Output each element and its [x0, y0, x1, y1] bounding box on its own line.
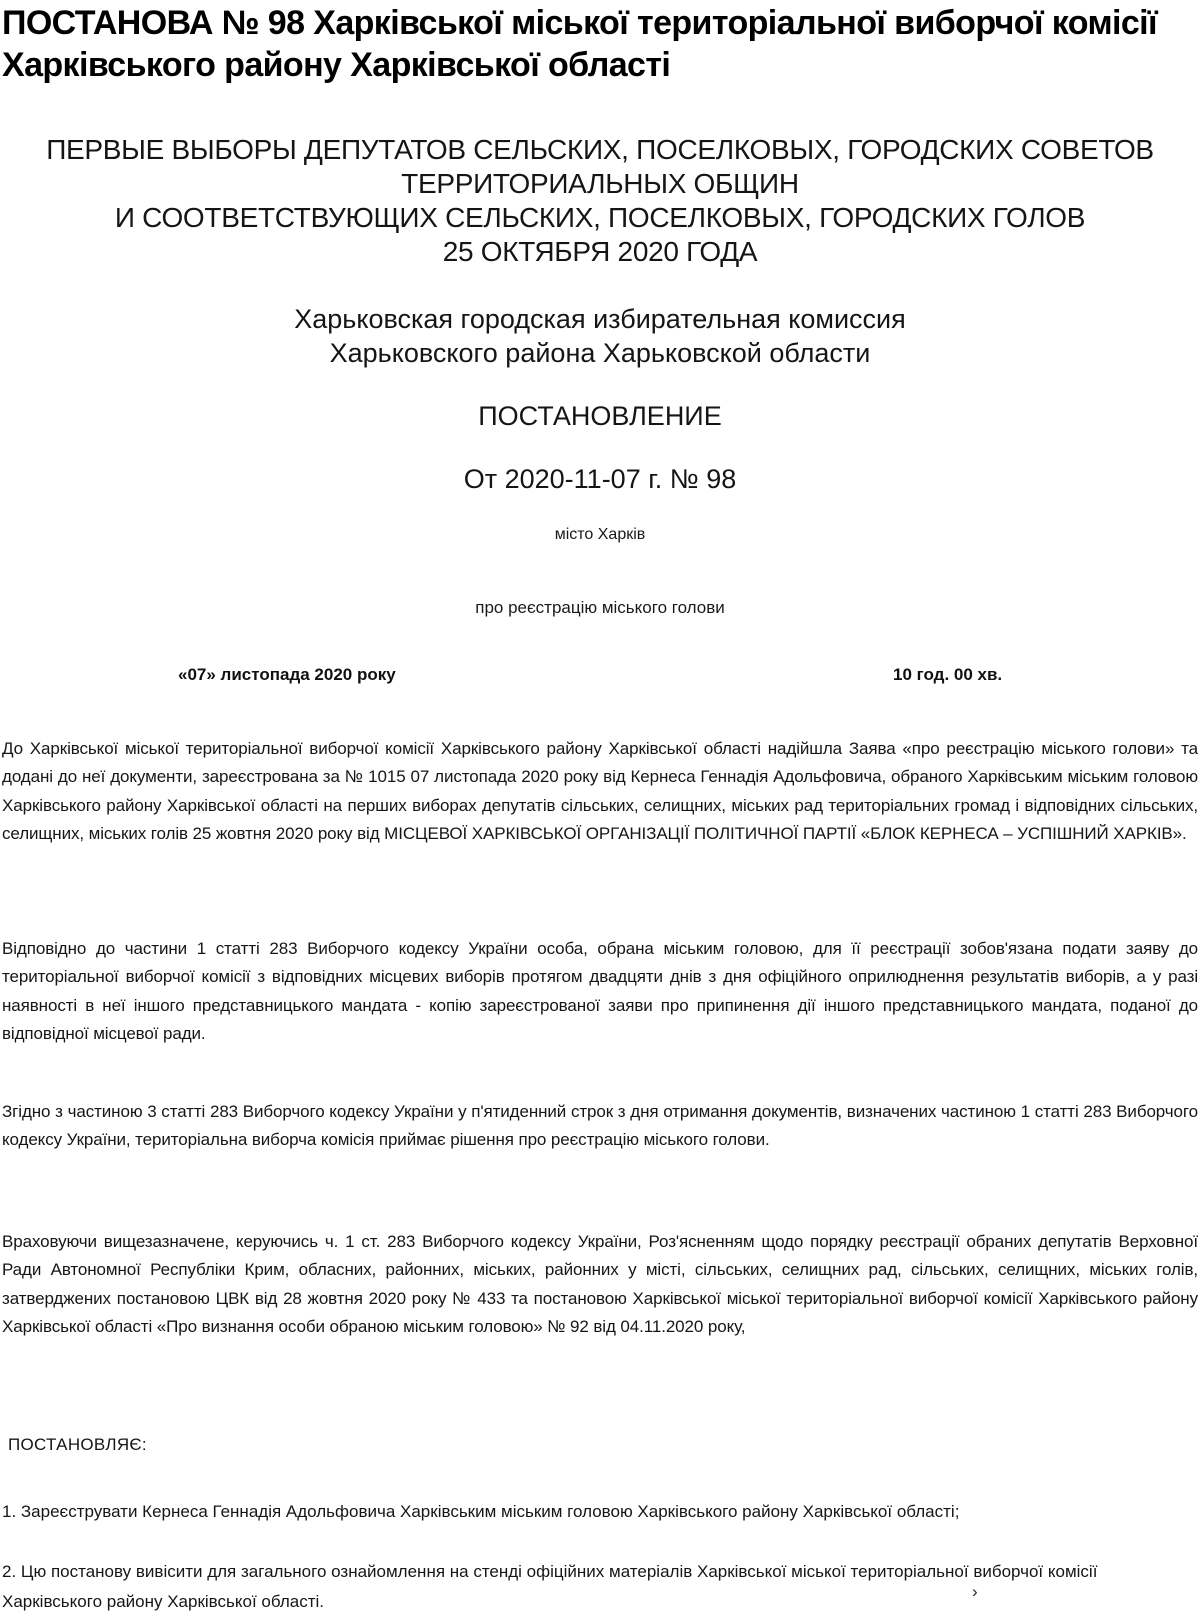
- election-heading-line: ТЕРРИТОРИАЛЬНЫХ ОБЩИН: [401, 168, 799, 199]
- decree-label: ПОСТАНОВЛЕНИЕ: [478, 401, 722, 431]
- session-time: 10 год. 00 хв.: [893, 665, 1003, 684]
- election-heading-line: 25 ОКТЯБРЯ 2020 ГОДА: [442, 236, 758, 267]
- resolution-item: 1. Зареєструвати Кернеса Геннадія Адольфовича Харківським міським головою Харківського району Харківської області;: [2, 1502, 960, 1521]
- election-heading: [0, 133, 1200, 269]
- body-paragraph: До Харківської міської територіальної виборчої комісії Харківського району Харківської області надійшла Заява «про реєстрацію міського голови» та додані до неї документи, зареєстрована за № 1015 07 листопада 2020 року від Кернеса Геннадія Адольфовича, обраного Харківським міським головою Харківського району Харківської області на перших виборах депутатів сільських, селищних, міських рад територіальних громад і відповідних сільських, селищних, міських голів 25 жовтня 2020 року від МІСЦЕВОЇ ХАРКІВСЬКОЇ ОРГАНІЗАЦІЇ ПОЛІТИЧНОЇ ПАРТІЇ «БЛОК КЕРНЕСА – УСПІШНИЙ ХАРКІВ».: [2, 739, 1198, 844]
- session-date: «07» листопада 2020 року: [178, 665, 396, 684]
- body-paragraph: Враховуючи вищезазначене, керуючись ч. 1 ст. 283 Виборчого кодексу України, Роз'ясненням щодо порядку реєстрації обраних депутатів Верховної Ради Автономної Республіки Крим, обласних, районних, міських, районних у місті, сільських, селищних рад, сільських, селищних, міських голів, затверджених постановою ЦВК від 28 жовтня 2020 року № 433 та постановою Харківської міської територіальної виборчої комісії Харківського району Харківської області «Про визнання особи обраною міським головою» № 92 від 04.11.2020 року,: [2, 1232, 1198, 1337]
- resolves-heading: ПОСТАНОВЛЯЄ:: [8, 1435, 147, 1454]
- page-corner-mark: ›: [972, 1582, 978, 1601]
- election-heading-line: ПЕРВЫЕ ВЫБОРЫ ДЕПУТАТОВ СЕЛЬСКИХ, ПОСЕЛКОВЫХ, ГОРОДСКИХ СОВЕТОВ: [46, 134, 1154, 165]
- city-name: місто Харків: [554, 526, 646, 543]
- commission-name-line: Харьковского района Харьковской области: [329, 338, 871, 368]
- decree-subject: про реєстрацію міського голови: [475, 598, 725, 617]
- decree-number-date: От 2020-11-07 г. № 98: [463, 464, 737, 494]
- election-heading-line: И СООТВЕТСТВУЮЩИХ СЕЛЬСКИХ, ПОСЕЛКОВЫХ, ГОРОДСКИХ ГОЛОВ: [114, 202, 1086, 233]
- body-paragraph: Відповідно до частини 1 статті 283 Виборчого кодексу України особа, обрана міським головою, для її реєстрації зобов'язана подати заяву до територіальної виборчої комісії з відповідних місцевих виборів протягом двадцяти днів з дня офіційного оприлюднення результатів виборів, а у разі наявності в неї іншого представницького мандата - копію зареєстрованої заяви про припинення дії іншого представницького мандата, поданої до відповідної місцевої ради.: [2, 939, 1198, 1044]
- commission-name: [0, 302, 1200, 370]
- document-title: ПОСТАНОВА № 98 Харківської міської територіальної виборчої комісії Харківського району Харківської області: [2, 4, 1157, 84]
- body-paragraph: Згідно з частиною 3 статті 283 Виборчого кодексу України у п'ятиденний строк з дня отримання документів, визначених частиною 1 статті 283 Виборчого кодексу України, територіальна виборча комісія приймає рішення про реєстрацію міського голови.: [2, 1102, 1198, 1150]
- resolution-item: 2. Цю постанову вивісити для загального ознайомлення на стенді офіційних матеріалів Харківської міської територіальної виборчої комісії Харківського району Харківської області.: [2, 1562, 1098, 1611]
- commission-name-line: Харьковская городская избирательная комиссия: [294, 304, 906, 334]
